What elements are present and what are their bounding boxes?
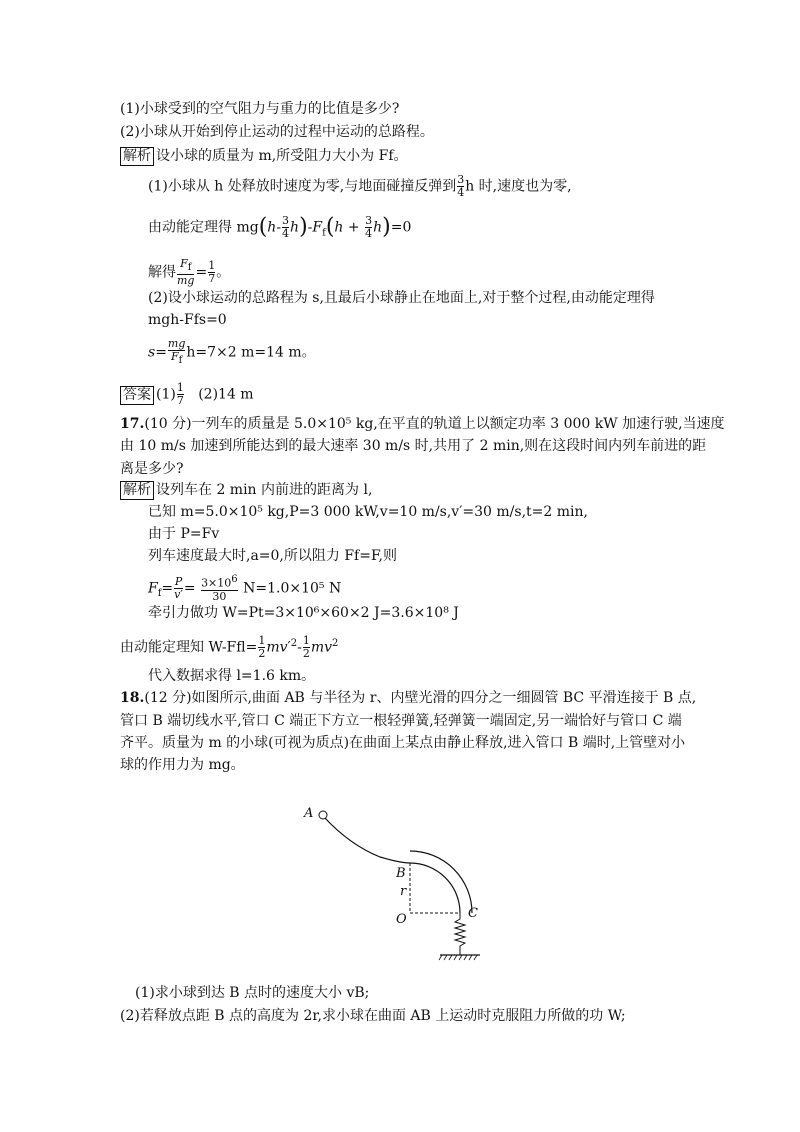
q17-analysis <box>120 480 372 500</box>
s-tail: h=7×2 m=14 m。 <box>186 344 316 361</box>
q17-a1: 设列车在 2 min 内前进的距离为 l, <box>156 482 373 498</box>
q16-s-eq: s= $\frac{mg}{F_f}$ h=7×2 m=14 m。 <box>148 337 316 367</box>
answer-1: (1) <box>156 386 176 403</box>
spring <box>455 913 465 955</box>
analysis-tag: 解析 <box>120 147 154 166</box>
step1a-text: (1)小球从 h 处释放时速度为零,与地面碰撞反弹到 <box>148 178 457 195</box>
curve-ab <box>324 817 410 863</box>
ball <box>319 811 327 819</box>
q17-line3: 离是多少? <box>120 461 184 477</box>
label-c: C <box>468 906 478 921</box>
frac-num: 3 <box>457 173 465 186</box>
label-a: A <box>304 806 314 821</box>
q17-a5-result: N=1.0×10⁵ N <box>243 580 342 597</box>
q16-part2-eq: mgh-Ffs=0 <box>148 312 227 328</box>
tube-inner-wall <box>410 863 460 913</box>
analysis-tag-17: 解析 <box>120 481 154 500</box>
q16-eq1: 由动能定理得 mg(h- $\frac{3}{4}$ $h)-F_f(h$ + $\frac{3}{4}$ h)=0 <box>148 214 412 240</box>
q18-line3: 齐平。质量为 m 的小球(可视为质点)在曲面上某点由静止释放,进入管口 B 端时,上管壁对小 <box>120 735 686 751</box>
q18-number: 18. <box>120 690 145 706</box>
eq2-eq: = <box>195 264 208 281</box>
q17-a8: 代入数据求得 l=1.6 km。 <box>148 668 316 684</box>
q16-answer: 答案 (1) $\frac{1}{7}$ (2)14 m <box>120 382 254 407</box>
answer-tag: 答案 <box>120 386 154 405</box>
step1a-tail: h 时,速度也为零, <box>465 178 572 195</box>
q16-sub2: (2)小球从开始到停止运动的过程中运动的总路程。 <box>120 124 434 140</box>
tube-outer-wall <box>410 851 472 913</box>
q16-sub1: (1)小球受到的空气阻力与重力的比值是多少? <box>120 101 400 117</box>
q17-line1 <box>120 414 725 434</box>
q18-text1: (12 分)如图所示,曲面 AB 与半径为 r、内壁光滑的四分之一细圆管 BC 平滑连接于 B 点, <box>144 690 697 706</box>
q16-step1a <box>148 174 572 199</box>
q17-a5: $F_f=$ $\frac{P}{v'}$ = $\frac{3\times 10^6}{30}$ N=1.0×10⁵ N <box>148 574 342 603</box>
eq1-prefix: 由动能定理得 mg <box>148 219 259 236</box>
q18-line2: 管口 B 端切线水平,管口 C 端正下方立一根轻弹簧,轻弹簧一端固定,另一端恰好与管口 C 端 <box>120 713 682 729</box>
q16-part2: (2)设小球运动的总路程为 s,且最后小球静止在地面上,对于整个过程,由动能定理得 <box>148 290 655 306</box>
q17-a7-prefix: 由动能定理知 W-Ffl= <box>120 639 258 656</box>
q17-a2: 已知 m=5.0×10⁵ kg,P=3 000 kW,v=10 m/s,v′=30 m/s,t=2 min, <box>148 504 588 520</box>
eq1-tail: =0 <box>390 219 412 236</box>
label-r: r <box>400 884 407 899</box>
q17-line2: 由 10 m/s 加速到所能达到的最大速率 30 m/s 时,共用了 2 min,则在这段时间内列车前进的距 <box>120 438 707 454</box>
ground-hatch <box>439 955 477 960</box>
eq2-den: 7 <box>208 272 216 286</box>
physics-figure <box>290 795 510 970</box>
label-o: O <box>396 912 407 927</box>
answer-2: (2)14 m <box>198 386 254 403</box>
q18-line4: 球的作用力为 mg。 <box>120 757 245 773</box>
q16-eq2: 解得 $\frac{F_f}{mg}$ = $\frac{1}{7}$ 。 <box>148 257 231 288</box>
q18-line1 <box>120 688 696 708</box>
q17-a7: 由动能定理知 W-Ffl= $\frac{1}{2}$ $mv'^2-$ $\frac{1}{2}$ $mv^2$ <box>120 634 339 661</box>
analysis-intro: 设小球的质量为 m,所受阻力大小为 Ff。 <box>156 148 408 164</box>
eq2-num: 1 <box>208 259 216 273</box>
frac-den: 4 <box>457 186 465 199</box>
label-b: B <box>396 866 406 881</box>
q17-a6: 牵引力做功 W=Pt=3×10⁶×60×2 J=3.6×10⁸ J <box>148 605 459 621</box>
q18-sub1: (1)求小球到达 B 点时的速度大小 vB; <box>135 985 370 1001</box>
q16-analysis-line <box>120 146 408 166</box>
eq2-prefix: 解得 <box>148 264 176 281</box>
q18-sub2: (2)若释放点距 B 点的高度为 2r,求小球在曲面 AB 上运动时克服阻力所做的功 W; <box>120 1008 626 1024</box>
q17-a3: 由于 P=Fv <box>148 526 220 542</box>
q17-text1: (10 分)一列车的质量是 5.0×10⁵ kg,在平直的轨道上以额定功率 3 000 kW 加速行驶,当速度 <box>144 416 725 432</box>
fraction-three-quarters <box>457 174 464 199</box>
q17-a4: 列车速度最大时,a=0,所以阻力 Ff=F,则 <box>148 548 397 564</box>
q17-number: 17. <box>120 416 145 432</box>
